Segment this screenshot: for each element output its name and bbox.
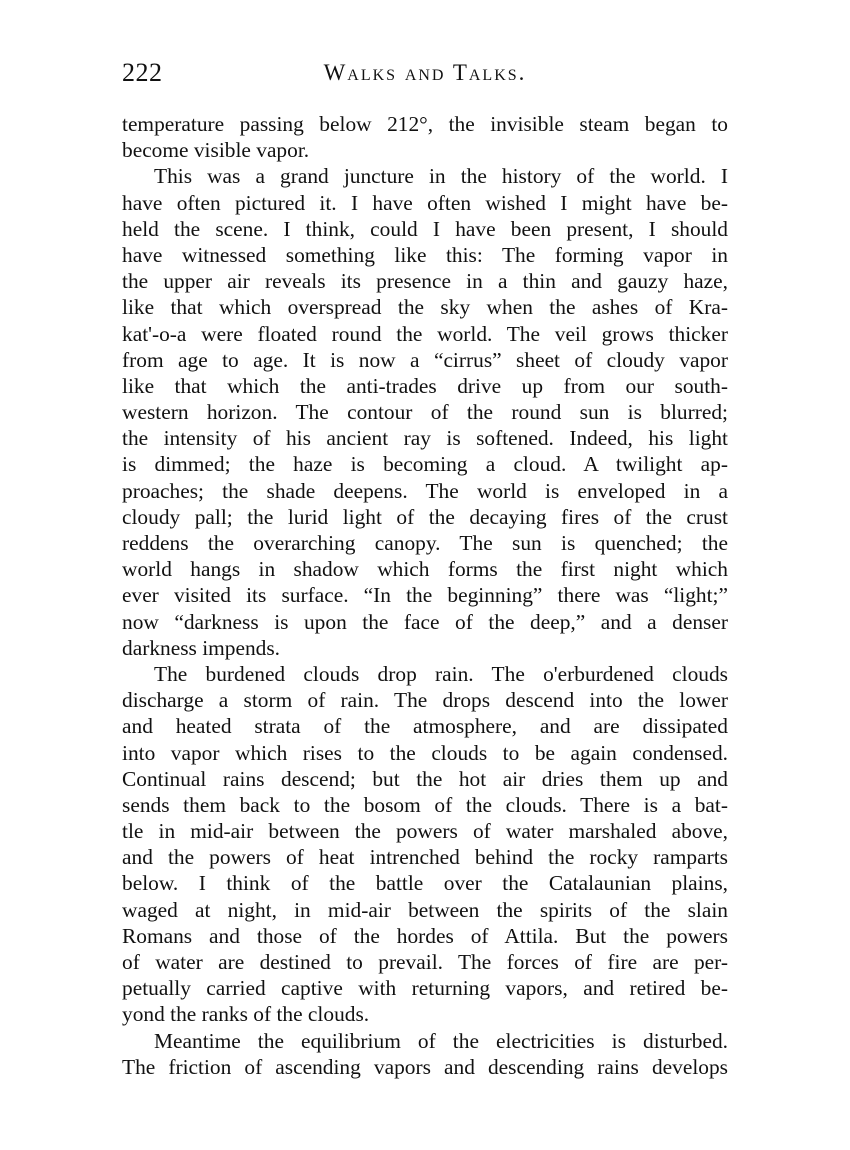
text-line: proaches; the shade deepens. The world is enveloped in a (122, 478, 728, 503)
text-line: darkness impends. (122, 635, 281, 660)
text-line: temperature passing below 212°, the invisible steam began to (122, 112, 728, 136)
text-line: the intensity of his ancient ray is softened. Indeed, his light (122, 426, 728, 451)
text-line: like that which the anti-trades drive up from our south- (122, 373, 728, 398)
text-line: like that which overspread the sky when the ashes of Kra- (122, 295, 728, 320)
text-line: tle in mid-air between the powers of water marshaled above, (122, 819, 728, 844)
text-line: reddens the overarching canopy. The sun is quenched; the (122, 531, 728, 555)
text-line: and heated strata of the atmosphere, and are dissipated (122, 714, 728, 739)
text-line: sends them back to the bosom of the clouds. There is a bat- (122, 792, 728, 817)
text-line: and the powers of heat intrenched behind the rocky ramparts (122, 845, 728, 870)
text-line: The burdened clouds drop rain. The o'erburdened clouds (154, 661, 728, 686)
text-line: have often pictured it. I have often wished I might have be- (122, 190, 728, 215)
text-line: western horizon. The contour of the round sun is blurred; (122, 400, 728, 425)
running-head (122, 58, 728, 92)
text-line: Meantime the equilibrium of the electricities is disturbed. (154, 1028, 728, 1053)
text-line: is dimmed; the haze is becoming a cloud. A twilight ap- (122, 452, 728, 477)
text-line: below. I think of the battle over the Catalaunian plains, (122, 871, 728, 896)
text-line: Continual rains descend; but the hot air dries them up and (122, 766, 728, 791)
text-line: This was a grand juncture in the history of the world. I (154, 164, 728, 189)
text-line: kat'-o-a were floated round the world. The veil grows thicker (122, 321, 728, 346)
text-line: discharge a storm of rain. The drops descend into the lower (122, 688, 728, 713)
text-line: Romans and those of the hordes of Attila. But the powers (122, 923, 728, 948)
body-text (122, 111, 728, 1080)
text-line: The friction of ascending vapors and descending rains develops (122, 1054, 728, 1079)
text-line: the upper air reveals its presence in a thin and gauzy haze, (122, 269, 728, 294)
text-line: from age to age. It is now a “cirrus” sheet of cloudy vapor (122, 347, 728, 372)
text-line: petually carried captive with returning vapors, and retired be- (122, 976, 728, 1001)
text-line: waged at night, in mid-air between the spirits of the slain (122, 897, 728, 922)
text-line: into vapor which rises to the clouds to be again condensed. (122, 740, 728, 765)
text-line: yond the ranks of the clouds. (122, 1002, 370, 1027)
page-number: 222 (122, 58, 163, 87)
text-line: held the scene. I think, could I have been present, I should (122, 216, 728, 241)
text-line: cloudy pall; the lurid light of the decaying fires of the crust (122, 504, 728, 529)
text-line: become visible vapor. (122, 138, 310, 163)
text-line: of water are destined to prevail. The forces of fire are per- (122, 950, 728, 974)
text-line: ever visited its surface. “In the beginning” there was “light;” (122, 583, 728, 608)
text-line: world hangs in shadow which forms the first night which (122, 557, 728, 582)
text-line: now “darkness is upon the face of the deep,” and a denser (122, 609, 728, 634)
running-title: Walks and Talks. (323, 60, 527, 85)
text-line: have witnessed something like this: The forming vapor in (122, 242, 728, 267)
